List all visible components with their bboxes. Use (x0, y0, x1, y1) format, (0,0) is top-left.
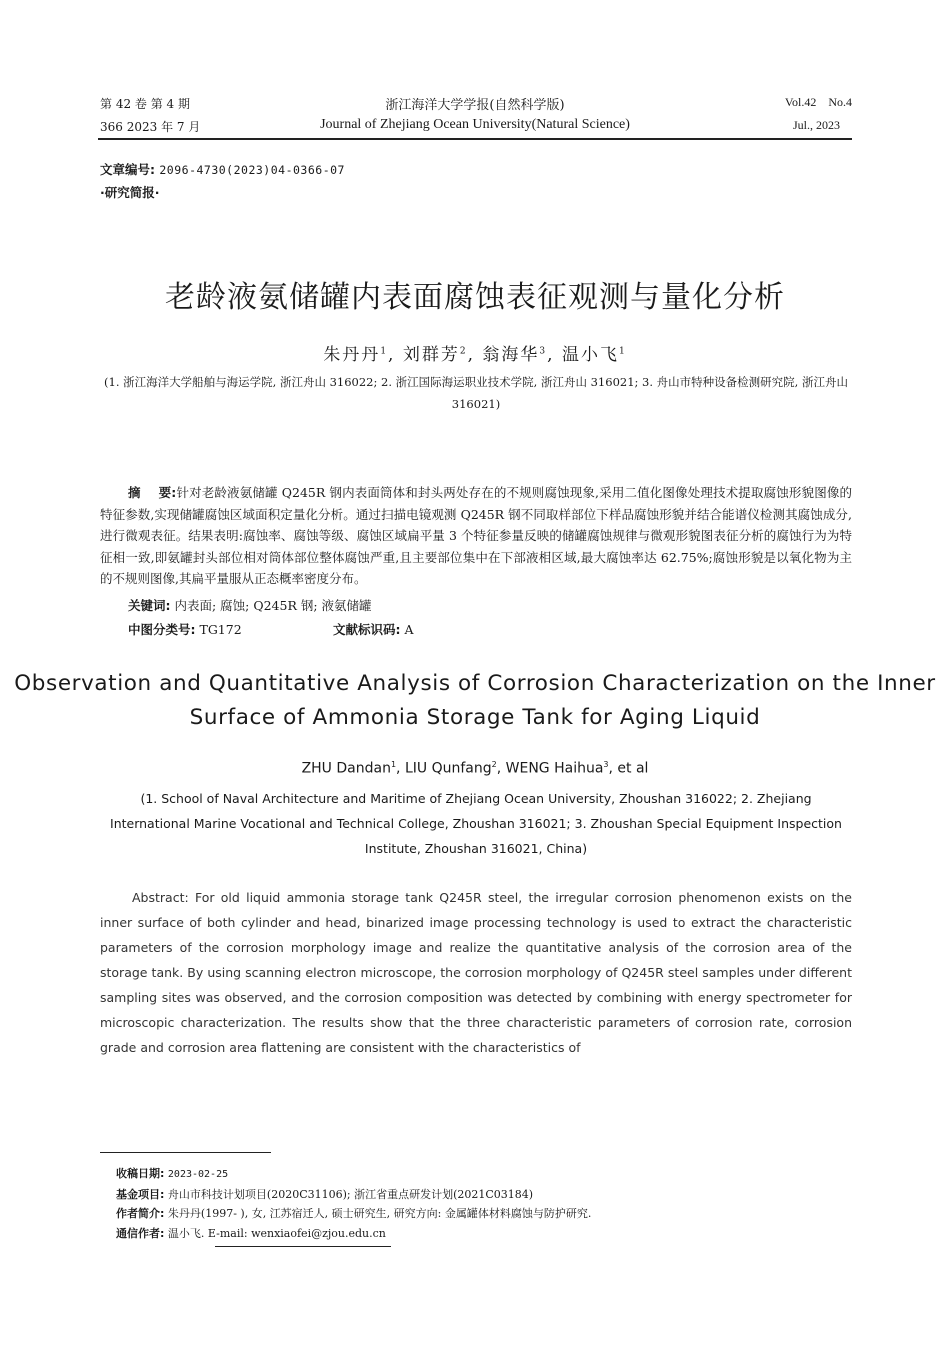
received-label: 收稿日期: (116, 1167, 165, 1180)
header-volume-en: Vol.42 No.4 (784, 95, 852, 109)
article-number-value: 2096-4730(2023)04-0366-07 (159, 163, 345, 177)
header-volume: 第 42 卷 第 4 期 (100, 97, 190, 111)
footnote-received (116, 1165, 228, 1181)
keywords-label: 关键词: (128, 598, 171, 613)
corr-text: 温小飞. E-mail: wenxiaofei@zjou.edu.cn (167, 1227, 386, 1240)
paper-title-en: Observation and Quantitative Analysis of Corrosion Characterization on the Inner Surface of Ammonia Storage Tank for Aging Liquid (14, 671, 936, 730)
author-bio-label: 作者简介: (116, 1207, 165, 1220)
article-number-label: 文章编号 (100, 162, 151, 177)
author-aff: 3 (539, 346, 548, 357)
section-label (100, 183, 160, 201)
author-name: 朱丹丹 (323, 345, 381, 365)
author-name: 刘群芳 (402, 345, 460, 365)
abstract-cn-text: 针对老龄液氨储罐 Q245R 钢内表面筒体和封头两处存在的不规则腐蚀现象,采用二值化图像处理技术提取腐蚀形貌图像的特征参数,实现储罐腐蚀区域面积定量化分析。通过扫描电镜观测 Q245R 钢不同取样部位下样品腐蚀形貌并结合能谱仪检测其腐蚀成分,进行微观表征。结果表明:腐蚀率、腐蚀等级、腐蚀区域扁平量 3 个特征参量反映的储罐腐蚀规律与微观形貌图表征分析的腐蚀行为为特征相一致,即氨罐封头部位相对筒体部位整体腐蚀严重,且主要部位集中在下部液相区域,最大腐蚀率达 62.75%;腐蚀形貌是以氧化物为主的不规则图像,其扁平量服从正态概率密度分布。 (100, 485, 852, 586)
received-date: 2023-02-25 (167, 1169, 229, 1180)
abstract-cn-label: 摘 要: (128, 485, 177, 500)
doc-label: 文献标识码: (333, 622, 401, 637)
authors-cn: 朱丹丹$^1$, 刘群芳$^2$, 翁海华$^3$, 温小飞$^1$ (323, 345, 627, 365)
affiliations-en: (1. School of Naval Architecture and Maritime of Zhejiang Ocean University, Zhoushan 316022; 2. Zhejiang International Marine Vocational and Technical College, Zhoushan 316021; 3. Zhoushan Special Equipment Inspection Institute, Zhoushan 316021, China) (110, 791, 842, 856)
keywords-cn (128, 596, 372, 614)
header-journal-cn: 浙江海洋大学学报(自然科学版) (385, 98, 565, 113)
author-aff-en: 3 (603, 760, 609, 769)
fund-text: 舟山市科技计划项目(2020C31106); 浙江省重点研发计划(2021C03184) (167, 1188, 534, 1201)
footnote-corresponding (116, 1225, 386, 1241)
classification (128, 620, 414, 638)
author-name: 温小飞 (561, 345, 619, 365)
author-aff-en: 1 (390, 760, 397, 769)
doc-value: A (404, 622, 414, 637)
header-journal-en: Journal of Zhejiang Ocean University(Natural Science) (320, 117, 630, 132)
author-name-en: LIU Qunfang (404, 760, 492, 777)
author-name: 翁海华 (482, 345, 540, 365)
affiliations-cn: (1. 浙江海洋大学船舶与海运学院, 浙江舟山 316022; 2. 浙江国际海运职业技术学院, 浙江舟山 316021; 3. 舟山市特种设备检测研究院, 浙江舟山 316021) (104, 375, 848, 411)
footnote-rule-bottom (215, 1246, 391, 1247)
footnote-fund (116, 1186, 533, 1202)
footnote-author (116, 1205, 591, 1221)
authors-en: ZHU Dandan$^1$, LIU Qunfang$^2$, WENG Haihua$^3$, et al (301, 760, 649, 777)
clc-value: TG172 (199, 622, 242, 637)
fund-label: 基金项目: (116, 1188, 165, 1201)
section-text: ·研究简报· (100, 185, 160, 200)
author-name-en: WENG Haihua (505, 760, 604, 777)
clc-label: 中图分类号: (128, 622, 196, 637)
footnote-rule (100, 1152, 271, 1153)
author-aff: 1 (380, 346, 389, 357)
keywords-text: 内表面; 腐蚀; Q245R 钢; 液氨储罐 (174, 598, 372, 613)
header-page-date: 366 2023 年 7 月 (100, 120, 201, 134)
header-date-en: Jul., 2023 (792, 118, 840, 132)
header-rule (98, 138, 852, 140)
doc-code (333, 620, 414, 638)
abstract-en-text: For old liquid ammonia storage tank Q245R steel, the irregular corrosion phenomenon exists on the inner surface of both cylinder and head, binarized image processing technology is used to extract the characteristic parameters of the corrosion morphology image and realize the quantitative analysis of the corrosion area of the storage tank. By using scanning electron microscope, the corrosion morphology of Q245R steel samples under different sampling sites was observed, and the corrosion composition was detected by combining with energy spectrometer for microscopic characterization. The results show that the three characteristic parameters of corrosion rate, corrosion grade and corrosion area flattening are consistent with the characteristics of (100, 890, 852, 1055)
paper-title-cn: 老龄液氨储罐内表面腐蚀表征观测与量化分析 (165, 280, 785, 315)
author-name-en: ZHU Dandan (301, 760, 391, 777)
corr-label: 通信作者: (116, 1227, 165, 1240)
article-number: 文章编号: 2096-4730(2023)04-0366-07 (100, 162, 345, 177)
abstract-en-label: Abstract: (132, 890, 189, 905)
abstract-cn (100, 482, 852, 590)
author-name-en: et al (617, 760, 649, 777)
author-aff: 2 (459, 346, 468, 357)
author-bio-text: 朱丹丹(1997- ), 女, 江苏宿迁人, 硕士研究生, 研究方向: 金属罐体材料腐蚀与防护研究. (167, 1207, 592, 1220)
author-aff: 1 (618, 346, 627, 357)
author-aff-en: 2 (491, 760, 497, 769)
abstract-en (100, 885, 852, 1060)
